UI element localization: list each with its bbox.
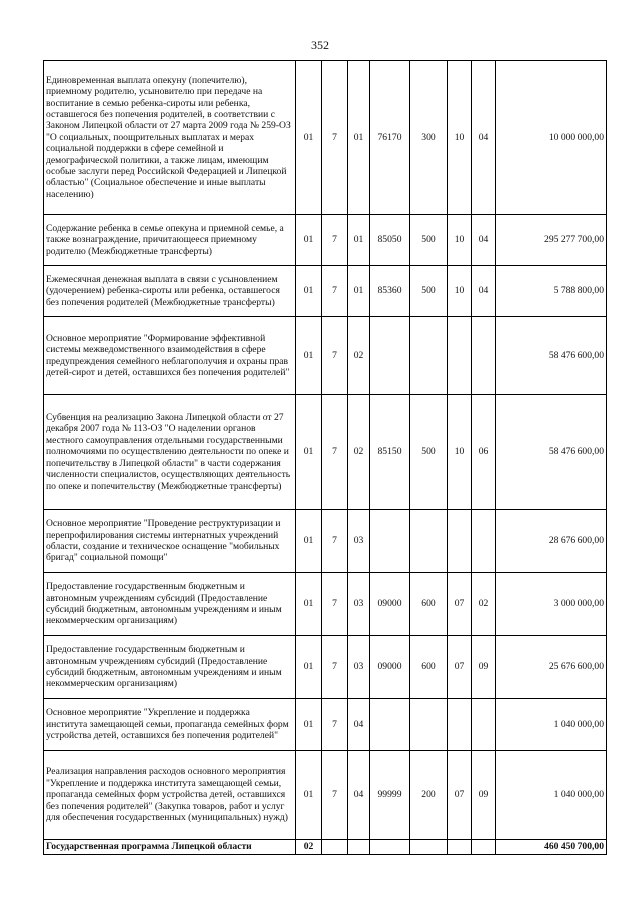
row-description: Основное мероприятие "Проведение реструктуризации и перепрофилирования системы интернатных учреждений области, создание и техническое оснащение "мобильных бригад" социальной помощи" bbox=[44, 510, 296, 573]
code-program: 01 bbox=[296, 699, 322, 751]
code-program: 01 bbox=[296, 215, 322, 266]
row-amount: 1 040 000,00 bbox=[496, 751, 607, 840]
table-row bbox=[44, 751, 607, 840]
row-description: Предоставление государственным бюджетным и автономным учреждениям субсидий (Предоставление субсидий бюджетным, автономным учреждениям и иным некоммерческим организациям) bbox=[44, 573, 296, 636]
code-direction bbox=[370, 510, 410, 573]
code-event: 02 bbox=[348, 317, 370, 395]
code-subprogram: 7 bbox=[322, 636, 348, 699]
row-amount: 28 676 600,00 bbox=[496, 510, 607, 573]
total-code-subsection bbox=[472, 840, 496, 855]
code-subprogram: 7 bbox=[322, 395, 348, 510]
code-program: 01 bbox=[296, 395, 322, 510]
table-row bbox=[44, 215, 607, 266]
total-amount: 460 450 700,00 bbox=[496, 840, 607, 855]
row-amount: 10 000 000,00 bbox=[496, 61, 607, 215]
code-expense-type: 600 bbox=[410, 636, 448, 699]
row-description: Единовременная выплата опекуну (попечителю), приемному родителю, усыновителю при передаче на воспитание в семью ребенка-сироты или ребенка, оставшегося без попечения родителей, в соответствии с Законом Липецкой области от 27 марта 2009 года № 259-ОЗ "О социальных, поощрительных выплатах и мерах социальной поддержки в сфере семейной и демографической политики, а также лицам, имеющим особые заслуги перед Российской Федерацией и Липецкой областью" (Социальное обеспечение и иные выплаты населению) bbox=[44, 61, 296, 215]
row-amount: 58 476 600,00 bbox=[496, 395, 607, 510]
row-amount: 5 788 800,00 bbox=[496, 266, 607, 317]
code-subsection bbox=[472, 699, 496, 751]
total-code-direction bbox=[370, 840, 410, 855]
row-description: Субвенция на реализацию Закона Липецкой области от 27 декабря 2007 года № 113-ОЗ "О наделении органов местного самоуправления отдельными государственными полномочиями по осуществлению деятельности по опеке и попечительству в Липецкой области" в части содержания численности специалистов, осуществляющих деятельность по опеке и попечительству (Межбюджетные трансферты) bbox=[44, 395, 296, 510]
row-description: Основное мероприятие "Укрепление и поддержка института замещающей семьи, пропаганда семейных форм устройства детей, оставшихся без попечения родителей" bbox=[44, 699, 296, 751]
code-direction: 85050 bbox=[370, 215, 410, 266]
code-event: 03 bbox=[348, 636, 370, 699]
code-subprogram: 7 bbox=[322, 215, 348, 266]
code-direction: 76170 bbox=[370, 61, 410, 215]
code-section: 07 bbox=[448, 573, 472, 636]
code-subsection: 04 bbox=[472, 215, 496, 266]
total-code-event bbox=[348, 840, 370, 855]
code-section bbox=[448, 317, 472, 395]
code-section: 10 bbox=[448, 215, 472, 266]
code-subprogram: 7 bbox=[322, 510, 348, 573]
row-description: Ежемесячная денежная выплата в связи с усыновлением (удочерением) ребенка-сироты или ребенка, оставшегося без попечения родителей (Межбюджетные трансферты) bbox=[44, 266, 296, 317]
code-subprogram: 7 bbox=[322, 317, 348, 395]
table-row bbox=[44, 395, 607, 510]
table-row bbox=[44, 317, 607, 395]
code-expense-type bbox=[410, 317, 448, 395]
total-code-section bbox=[448, 840, 472, 855]
row-amount: 25 676 600,00 bbox=[496, 636, 607, 699]
total-description: Государственная программа Липецкой области bbox=[44, 840, 296, 855]
code-program: 01 bbox=[296, 61, 322, 215]
total-row bbox=[44, 840, 607, 855]
code-event: 04 bbox=[348, 751, 370, 840]
code-direction: 09000 bbox=[370, 573, 410, 636]
table-row bbox=[44, 510, 607, 573]
table-row bbox=[44, 61, 607, 215]
code-expense-type: 300 bbox=[410, 61, 448, 215]
code-subsection: 04 bbox=[472, 61, 496, 215]
table-row bbox=[44, 699, 607, 751]
budget-table bbox=[43, 60, 607, 855]
code-subsection: 09 bbox=[472, 636, 496, 699]
code-section bbox=[448, 510, 472, 573]
code-subsection: 04 bbox=[472, 266, 496, 317]
code-event: 04 bbox=[348, 699, 370, 751]
code-expense-type: 200 bbox=[410, 751, 448, 840]
row-amount: 3 000 000,00 bbox=[496, 573, 607, 636]
code-program: 01 bbox=[296, 573, 322, 636]
code-program: 01 bbox=[296, 266, 322, 317]
code-expense-type: 500 bbox=[410, 266, 448, 317]
total-code-program: 02 bbox=[296, 840, 322, 855]
code-expense-type: 600 bbox=[410, 573, 448, 636]
code-section: 10 bbox=[448, 61, 472, 215]
code-event: 03 bbox=[348, 510, 370, 573]
code-subprogram: 7 bbox=[322, 573, 348, 636]
code-section bbox=[448, 699, 472, 751]
row-description: Реализация направления расходов основного мероприятия "Укрепление и поддержка института замещающей семьи, пропаганда семейных форм устройства детей, оставшихся без попечения родителей" (Закупка товаров, работ и услуг для обеспечения государственных (муниципальных) нужд) bbox=[44, 751, 296, 840]
code-subprogram: 7 bbox=[322, 266, 348, 317]
code-section: 10 bbox=[448, 395, 472, 510]
code-direction: 85360 bbox=[370, 266, 410, 317]
code-program: 01 bbox=[296, 751, 322, 840]
code-event: 03 bbox=[348, 573, 370, 636]
code-program: 01 bbox=[296, 510, 322, 573]
code-event: 02 bbox=[348, 395, 370, 510]
code-subsection: 02 bbox=[472, 573, 496, 636]
code-direction bbox=[370, 317, 410, 395]
table-row bbox=[44, 266, 607, 317]
row-description: Содержание ребенка в семье опекуна и приемной семье, а также вознаграждение, причитающееся приемному родителю (Межбюджетные трансферты) bbox=[44, 215, 296, 266]
row-amount: 1 040 000,00 bbox=[496, 699, 607, 751]
code-subprogram: 7 bbox=[322, 61, 348, 215]
code-section: 10 bbox=[448, 266, 472, 317]
code-subprogram: 7 bbox=[322, 699, 348, 751]
page-number: 352 bbox=[311, 38, 329, 52]
table-row bbox=[44, 573, 607, 636]
code-section: 07 bbox=[448, 636, 472, 699]
code-subsection bbox=[472, 317, 496, 395]
row-amount: 58 476 600,00 bbox=[496, 317, 607, 395]
code-expense-type bbox=[410, 699, 448, 751]
code-direction: 99999 bbox=[370, 751, 410, 840]
code-program: 01 bbox=[296, 317, 322, 395]
row-description: Основное мероприятие "Формирование эффективной системы межведомственного взаимодействия в сфере предупреждения семейного неблагополучия и охраны прав детей-сирот и детей, оставшихся без попечения родителей" bbox=[44, 317, 296, 395]
code-expense-type: 500 bbox=[410, 215, 448, 266]
code-subsection: 06 bbox=[472, 395, 496, 510]
code-direction: 85150 bbox=[370, 395, 410, 510]
code-event: 01 bbox=[348, 61, 370, 215]
total-code-subprogram bbox=[322, 840, 348, 855]
row-amount: 295 277 700,00 bbox=[496, 215, 607, 266]
code-section: 07 bbox=[448, 751, 472, 840]
code-expense-type: 500 bbox=[410, 395, 448, 510]
code-subprogram: 7 bbox=[322, 751, 348, 840]
code-direction: 09000 bbox=[370, 636, 410, 699]
code-expense-type bbox=[410, 510, 448, 573]
code-subsection: 09 bbox=[472, 751, 496, 840]
code-direction bbox=[370, 699, 410, 751]
table-row bbox=[44, 636, 607, 699]
code-event: 01 bbox=[348, 266, 370, 317]
code-event: 01 bbox=[348, 215, 370, 266]
code-subsection bbox=[472, 510, 496, 573]
total-code-expense-type bbox=[410, 840, 448, 855]
row-description: Предоставление государственным бюджетным и автономным учреждениям субсидий (Предоставление субсидий бюджетным, автономным учреждениям и иным некоммерческим организациям) bbox=[44, 636, 296, 699]
code-program: 01 bbox=[296, 636, 322, 699]
